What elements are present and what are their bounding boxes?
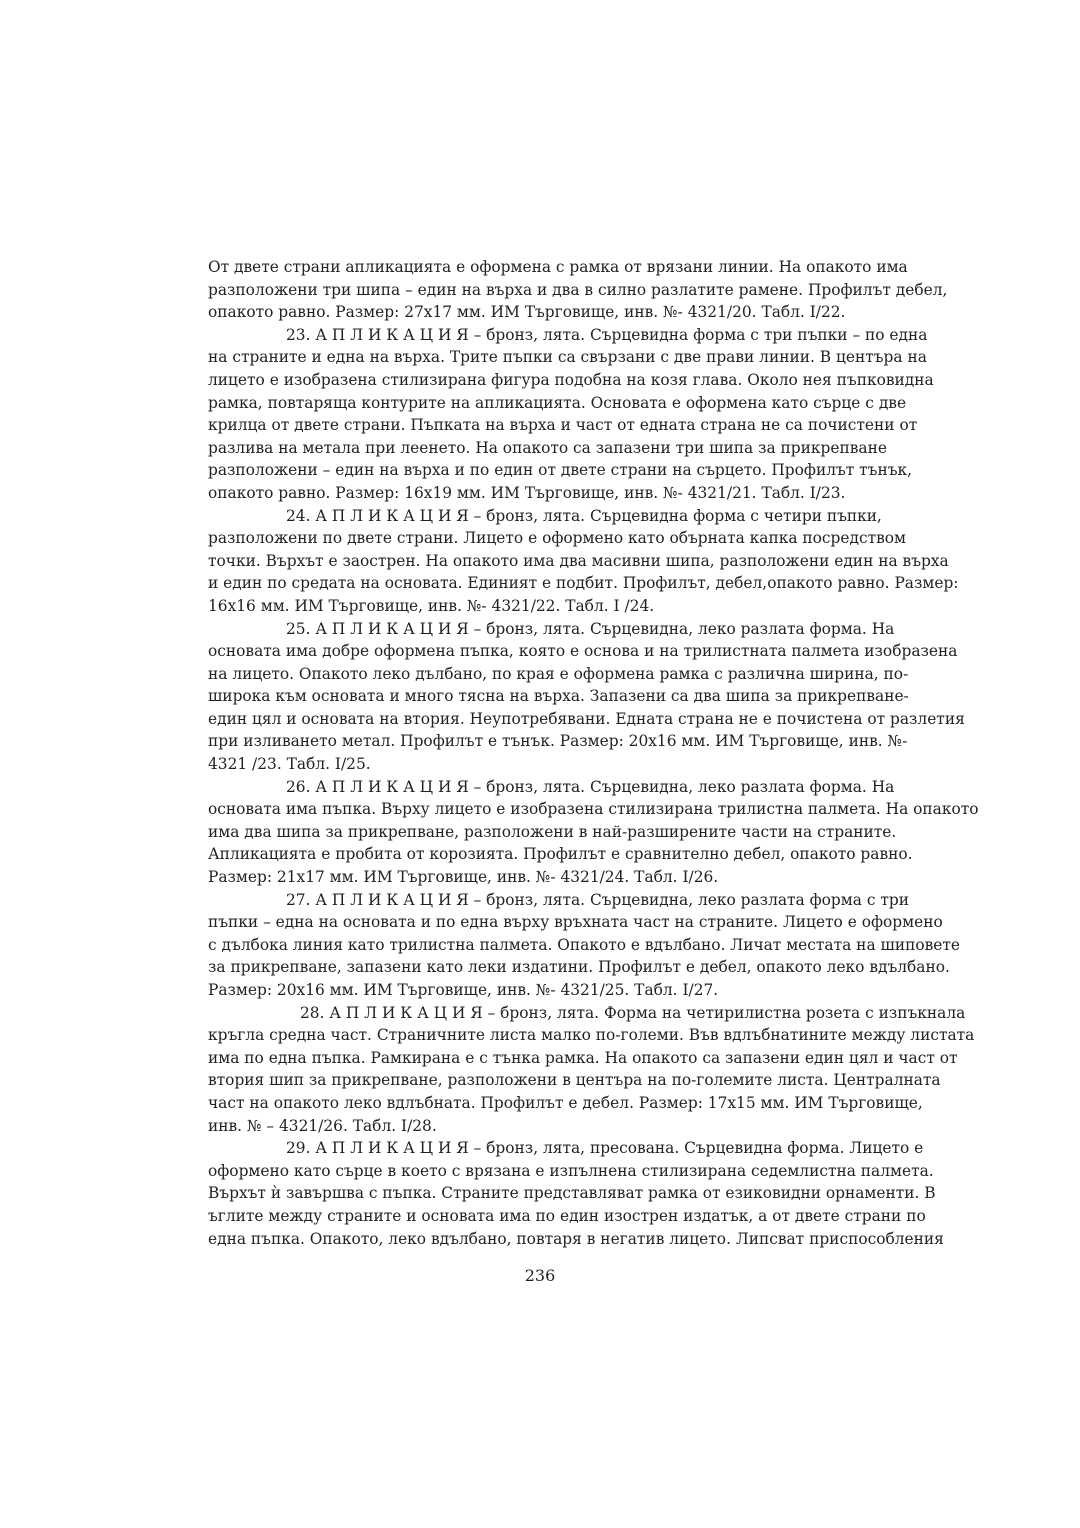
text-line: основата има пъпка. Върху лицето е изобразена стилизирана трилистна палмета. На опакото: [208, 800, 979, 819]
text-line: един цял и основата на втория. Неупотребявани. Едната страна не е почистена от разлетия: [208, 709, 965, 728]
text-line: Размер: 20х16 мм. ИМ Търговище, инв. №- 4321/25. Табл. І/27.: [208, 981, 719, 999]
text-line: Апликацията е пробита от корозията. Профилът е сравнително дебел, опакото равно.: [208, 845, 913, 864]
text-line: има по една пъпка. Рамкирана е с тънка рамка. На опакото са запазени един цял и част от: [208, 1048, 958, 1067]
text-line: кръгла средна част. Страничните листа малко по-големи. Във вдлъбнатините между листата: [208, 1026, 975, 1045]
text-line: 28. А П Л И К А Ц И Я – бронз, лята. Форма на четирилистна розета с изпъкнала: [300, 1003, 966, 1022]
text-line: лицето е изобразена стилизирана фигура подобна на козя глава. Около нея пъпковидна: [208, 370, 934, 389]
text-line: разлива на метала при леенето. На опакото са запазени три шипа за прикрепване: [208, 438, 887, 457]
text-line: широка към основата и много тясна на върха. Запазени са два шипа за прикрепване-: [208, 687, 909, 706]
text-line: точки. Върхът е заострен. На опакото има два масивни шипа, разположени един на върха: [208, 551, 949, 570]
text-line: рамка, повтаряща контурите на апликацията. Основата е оформена като сърце с две: [208, 393, 907, 412]
page-number: 236: [524, 1266, 556, 1285]
text-line: на страните и една на върха. Трите пъпки са свързани с две прави линии. В центъра на: [208, 348, 927, 367]
text-line: пъпки – една на основата и по една върху връхната част на страните. Лицето е оформено: [208, 913, 943, 932]
text-line: От двете страни апликацията е оформена с рамка от врязани линии. На опакото има: [208, 258, 908, 276]
text-line: 27. А П Л И К А Ц И Я – бронз, лята. Сърцевидна, леко разлата форма с три: [286, 890, 909, 909]
text-line: основата има добре оформена пъпка, която е основа и на трилистната палмета изобразена: [208, 642, 958, 661]
text-line: част на опакото леко вдлъбната. Профилът е дебел. Размер: 17х15 мм. ИМ Търговище,: [208, 1093, 923, 1112]
text-line: оформено като сърце в което с врязана е изпълнена стилизирана седемлистна палмета.: [208, 1161, 934, 1180]
text-line: опакото равно. Размер: 16х19 мм. ИМ Търговище, инв. №- 4321/21. Табл. І/23.: [208, 483, 846, 502]
text-line: Върхът ѝ завършва с пъпка. Страните представляват рамка от езиковидни орнаменти. В: [208, 1184, 936, 1203]
text-line: 4321 /23. Табл. І/25.: [208, 755, 371, 774]
text-line: 23. А П Л И К А Ц И Я – бронз, лята. Сърцевидна форма с три пъпки – по една: [286, 325, 928, 344]
body-text: [208, 256, 979, 1250]
text-line: 16х16 мм. ИМ Търговище, инв. №- 4321/22. Табл. І /24.: [208, 596, 655, 615]
text-line: Размер: 21х17 мм. ИМ Търговище, инв. №- 4321/24. Табл. І/26.: [208, 868, 719, 887]
text-line: разположени – един на върха и по един от двете страни на сърцето. Профилът тънък,: [208, 461, 913, 480]
text-line: 29. А П Л И К А Ц И Я – бронз, лята, пресована. Сърцевидна форма. Лицето е: [286, 1139, 924, 1158]
text-line: опакото равно. Размер: 27х17 мм. ИМ Търговище, инв. №- 4321/20. Табл. І/22.: [208, 303, 846, 322]
text-line: за прикрепване, запазени като леки издатини. Профилът е дебел, опакото леко вдълбано.: [208, 958, 950, 977]
text-line: 26. А П Л И К А Ц И Я – бронз, лята. Сърцевидна, леко разлата форма. На: [286, 777, 895, 796]
text-line: втория шип за прикрепване, разположени в центъра на по-големите листа. Централната: [208, 1071, 941, 1090]
text-line: при изливането метал. Профилът е тънък. Размер: 20х16 мм. ИМ Търговище, инв. №-: [208, 732, 908, 751]
text-line: разположени три шипа – един на върха и два в силно разлатите рамене. Профилът дебел,: [208, 280, 948, 299]
text-line: крилца от двете страни. Пъпката на върха и част от едната страна не са почистени от: [208, 416, 918, 435]
text-line: разположени по двете страни. Лицето е оформено като обърната капка посредством: [208, 529, 907, 548]
text-line: ъглите между страните и основата има по един изострен издатък, а от двете страни по: [208, 1206, 926, 1225]
text-line: 25. А П Л И К А Ц И Я – бронз, лята. Сърцевидна, леко разлата форма. На: [286, 619, 895, 638]
text-line: на лицето. Опакото леко дълбано, по края е оформена рамка с различна ширина, по-: [208, 664, 909, 683]
text-line: инв. № – 4321/26. Табл. І/28.: [208, 1116, 437, 1135]
text-line: 24. А П Л И К А Ц И Я – бронз, лята. Сърцевидна форма с четири пъпки,: [286, 506, 882, 525]
text-line: има два шипа за прикрепване, разположени в най-разширените части на страните.: [208, 822, 897, 841]
text-line: с дълбока линия като трилистна палмета. Опакото е вдълбано. Личат местата на шиповете: [208, 935, 960, 954]
text-line: и един по средата на основата. Единият е подбит. Профилът, дебел,опакото равно. Размер:: [208, 574, 959, 593]
text-line: една пъпка. Опакото, леко вдълбано, повтаря в негатив лицето. Липсват приспособления: [208, 1229, 944, 1248]
